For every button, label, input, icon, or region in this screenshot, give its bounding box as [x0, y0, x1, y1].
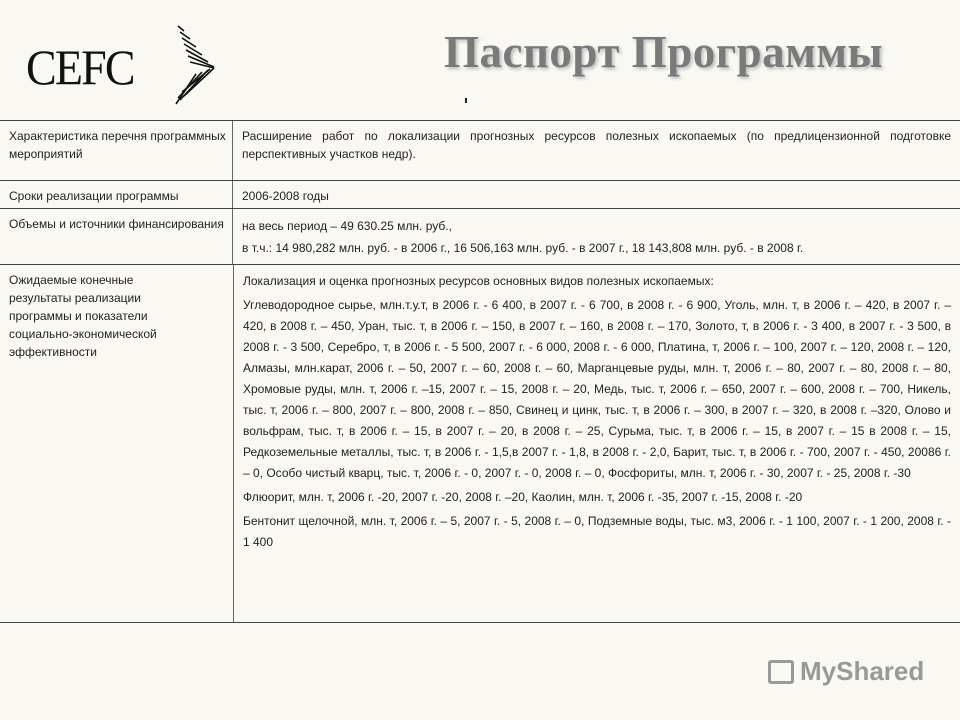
table-row	[0, 120, 960, 180]
row-content: на весь период – 49 630.25 млн. руб., в т.ч.: 14 980,282 млн. руб. - в 2006 г., 16 506,163 млн. руб. - в 2007 г., 18 143,808 млн. руб. - в 2008 г.	[242, 219, 804, 255]
presentation-icon	[768, 660, 794, 684]
row-label: Сроки реализации программы	[0, 181, 233, 208]
stray-dot	[465, 98, 467, 103]
page-title: Паспорт Программы	[444, 27, 884, 77]
row-label: Объемы и источники финансирования	[0, 209, 233, 264]
logo-stripes-icon	[170, 22, 260, 106]
row-content: Локализация и оценка прогнозных ресурсов основных видов полезных ископаемых: Углеводородное сырье, млн.т.у.т, в 2006 г. - 6 400, в 2007 г. - 6 700, в 2008 г. - 6 900, Уголь, млн. т, в 2006 г. – 420, в 2007 г. – 420, в 2008 г. – 450, Уран, тыс. т, в 2006 г. – 150, в 2007 г. – 160, в 2008 г. – 170, Золото, т, в 2006 г. - 3 400, в 2007 г. - 3 500, в 2008 г. - 3 500, Серебро, т, в 2006 г. - 5 500, 2007 г. - 6 000, 2008 г. - 6 000, Платина, т, 2006 г. – 100, 2007 г. – 120, 2008 г. – 120, Алмазы, млн.карат, 2006 г. – 50, 2007 г. – 60, 2008 г. – 60, Марганцевые руды, млн. т, 2006 г. – 80, 2007 г. – 80, 2008 г. – 80, Хромовые руды, млн. т, 2006 г. –15, 2007 г. – 15, 2008 г. – 20, Медь, тыс. т, 2006 г. – 650, 2007 г. – 600, 2008 г. – 700, Никель, тыс. т, 2006 г. – 800, 2007 г. – 800, 2008 г. – 850, Свинец и цинк, тыс. т, в 2006 г. – 300, в 2007 г. – 320, в 2008 г. –320, Олово и вольфрам, тыс. т, в 2006 г. – 15, в 2007 г. – 20, в 2008 г. – 25, Сурьма, тыс. т, в 2006 г. – 15, в 2007 г. – 15 в 2008 г. – 15, Редкоземельные металлы, тыс. т, в 2006 г. - 1,5,в 2007 г. - 1,8, в 2008 г. - 2,0, Барит, тыс. т, в 2006 г. - 700, 2007 г. - 450, 20086 г. – 0, Особо чистый кварц, тыс. т, 2006 г. - 0, 2007 г. - 0, 2008 г. – 0, Фосфориты, млн. т, 2006 г. - 30, 2007 г. - 25, 2008 г. -30 Флюорит, млн. т, 2006 г. -20, 2007 г. -20, 2008 г. –20, Каолин, млн. т, 2006 г. -35, 2007 г. -15, 2008 г. -20 Бентонит щелочной, млн. т, 2006 г. – 5, 2007 г. - 5, 2008 г. – 0, Подземные воды, тыс. м3, 2006 г. - 1 100, 2007 г. - 1 200, 2008 г. - 1 400	[243, 274, 951, 549]
table-row	[0, 208, 960, 264]
row-content: Расширение работ по локализации прогнозных ресурсов полезных ископаемых (по предлицензионной подготовке перспективных участков недр).	[242, 129, 951, 161]
cefc-logo: CEFC	[26, 39, 134, 95]
passport-table	[0, 120, 960, 623]
watermark-text: MyShared	[800, 656, 925, 686]
row-label: Ожидаемые конечные результаты реализации программы и показатели социально-экономической эффективности	[0, 265, 234, 622]
table-row	[0, 180, 960, 208]
row-label: Характеристика перечня программных мероприятий	[0, 121, 233, 180]
row-content: 2006-2008 годы	[242, 189, 329, 203]
table-row	[0, 264, 960, 623]
watermark	[768, 656, 924, 687]
